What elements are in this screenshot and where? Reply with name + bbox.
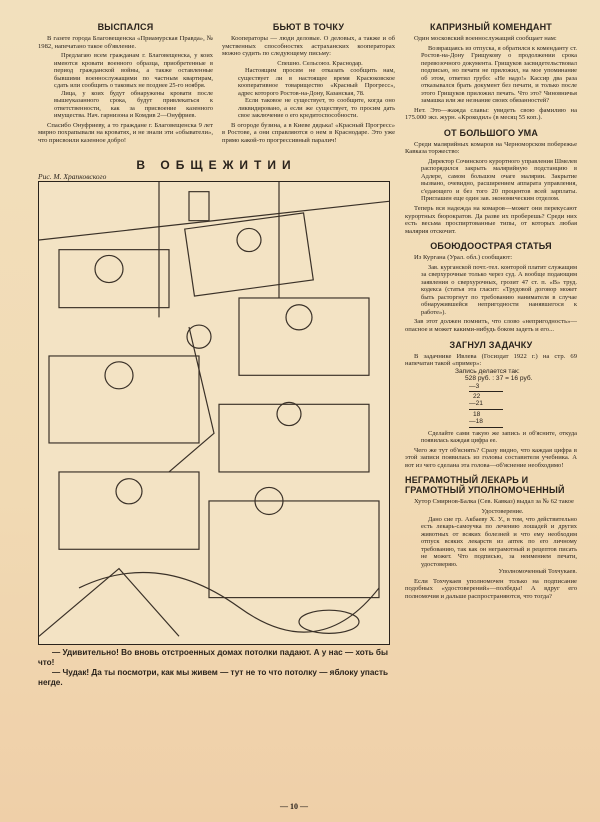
article-title: ОБОЮДООСТРАЯ СТАТЬЯ	[430, 241, 552, 252]
quoted-report	[421, 264, 577, 317]
article-intro: Кооператоры — люди деловые. О деловых, а также и об умственных способностях астраханских кооператорах можно судить по следующему письму:	[222, 35, 395, 58]
division-example	[455, 368, 577, 428]
quote-paragraph: Если таковое не существует, то сообщите, когда оно ликвидировано, а если же существует, то просим дать свое заключение о его кредитоспособности.	[238, 97, 395, 120]
math-heading: Запись делается так:	[455, 367, 520, 375]
article-intro: В газете города Благовещенска «Приамурская Правда», № 1982, напечатано такое об'явление.	[38, 35, 213, 50]
article-byut-v-tochku	[222, 22, 395, 145]
quote-paragraph: Настоящим просим не отказать сообщить нам, существует ли в настоящее время Красюковское кооперативное товарищество «Красный Прогресс», адрес которого Ростов-на-Дону, Казанская, 78.	[238, 67, 395, 97]
article-comment: Если Тохчукаев уполномочен только на подписание подобных «удостоверений»—полбеды! А вдруг его полномочия и дальше распространяются, что тогда?	[405, 577, 577, 600]
quote-signature: Уполномоченный Тохчукаев.	[498, 568, 577, 576]
article-intro: Хутор Смирнов-Балка (Сев. Кавказ) выдал за № 62 такое	[414, 498, 574, 506]
math-line: —18	[469, 418, 483, 426]
article-kapriznyi-komendant	[405, 22, 577, 122]
article-comment: В огороде бузина, а в Киеве дядька! «Красный Прогресс» в Ростове, а они справляются о нем в Краснодаре. Это уже прямо какой-то прогрессивный паралич!	[222, 121, 395, 144]
top-articles-row	[38, 22, 395, 145]
math-rule	[469, 427, 503, 428]
article-title: ВЫСПАЛСЯ	[97, 22, 154, 32]
article-ot-bolshogo-uma	[405, 128, 577, 236]
quoted-task	[421, 430, 577, 445]
math-line: —21	[469, 400, 483, 408]
quoted-notice	[54, 52, 213, 120]
article-comment: Спасибо Онуфриеву, а то граждане г. Благовещенска 9 лет мирно похрапывали на кроватях, и не знали эти «обыватели», что присвоили казенное добро!	[38, 121, 213, 144]
quote-paragraph: Сделайте сами такую же запись и об'ясните, откуда появилась каждая цифра ее.	[421, 429, 577, 445]
quote-heading: Удостоверение.	[481, 508, 524, 516]
quote-paragraph: Возвращаясь из отпуска, я обратился к коменданту ст. Ростов-на-Дону Грищукову о продолжении срока перевозочного документа. Грищуков засвидетельствовал подписью, но печати не приложил, на мое упоминание об этом, ответил грубо: «Не надо!» Кассир два раза отказывался брать документ без печати, и только после этого Грищуков приложил печать. Что это? Чиновничья замашка или же незнание своих обязанностей?	[421, 44, 577, 105]
article-title: НЕГРАМОТНЫЙ ЛЕКАРЬ И ГРАМОТНЫЙ УПОЛНОМОЧЕННЫЙ	[405, 475, 565, 496]
quote-paragraph: Лица, у коих будут обнаружены кровати после вышеуказанного срока, будут привлекаться к ответственности, как за присвоение казенного имущества. Нач. гарнизона и Комдив 2—Онуфриев.	[54, 89, 213, 120]
article-intro: Из Кургана (Урал. обл.) сообщают:	[414, 254, 513, 262]
math-rule	[469, 409, 503, 410]
article-intro: Среди малярийных комаров на Черноморском побережье Кавказа торжество:	[405, 140, 577, 156]
quote-paragraph: Зав. курганской почт.-тел. конторой платит служащим за сверхурочные только через суд. А вообще подающим заявления о сверхурочных, грозит 47 ст. п. «В» труд. кодекса (статья эта гласит: «Трудовой договор может быть расторгнут по требованию нанимателя в случае обнаружившейся непригодности нанявшегося к работе»).	[421, 263, 577, 316]
quote-paragraph: Директор Сочинского курортного управления Шмелев распорядился закрыть малярийную подстанцию в Адлере, самом большом очаге малярии. Закрытие вызвано, очевидно, расширением аппарата управления, с'едающего и без того 20 процентов всей зарплаты. Приглашен еще один зав. экономическим отделом.	[421, 157, 577, 203]
quoted-letter	[238, 60, 395, 120]
page-number: — 10 —	[280, 802, 308, 811]
caption-line: — Удивительно! Во вновь отстроенных домах потолки падают. А у нас — хоть бы что!	[38, 647, 388, 667]
math-line: 22	[473, 393, 481, 401]
cartoon-credit: Рис. М. Храпковского	[38, 171, 107, 181]
article-title: ЗАГНУЛ ЗАДАЧКУ	[449, 339, 533, 350]
quote-paragraph: Предлагаю всем гражданам г. Благовещенска, у коих имеются кровати военного образца, приобретенные в период гражданской войны, а также оставленные бывшими военнослужащими по частным квартирам, сдать или сообщить о таковых не позднее 25-го ноября.	[54, 52, 213, 90]
article-comment: Теперь вся надежда на комаров—может они перекусают курортных бюрократов. Да разве их проберешь? Среди них есть весьма проспиртованные типы, от которых любая малярия отскочит.	[405, 204, 577, 235]
dormitory-drawing	[39, 182, 389, 644]
article-title: БЬЮТ В ТОЧКУ	[272, 22, 345, 32]
article-title: КАПРИЗНЫЙ КОМЕНДАНТ	[430, 22, 552, 32]
cartoon-title: В ОБЩЕЖИТИИ	[136, 157, 297, 172]
math-line: 18	[473, 410, 481, 418]
article-vyspalsya	[38, 22, 213, 145]
article-comment: Зав этот должен помнить, что слово «непригодность»—опасное и может какими-нибудь боком задеть и его...	[405, 318, 577, 334]
article-oboyudoostraya-statya	[405, 241, 577, 333]
article-zagnul-zadachku	[405, 340, 577, 470]
cartoon-caption	[38, 648, 388, 688]
quoted-certificate	[421, 508, 577, 576]
article-intro: В задачнике Ивлева (Госиздат 1922 г.) на стр. 69 напечатан такой «пример»:	[405, 352, 577, 368]
quoted-order	[421, 158, 577, 203]
article-comment: Чего же тут об'яснять? Сразу видно, что каждая цифра в этой записи появилась из головы составителя учебника. А вот из чего сделана эта голова—об'яснение необходимо!	[405, 446, 577, 469]
article-comment: Нет. Это—жажда славы: увидеть свою фамилию на 175.000 экз. журн. «Крокодил» (в месяц 55 коп.).	[405, 106, 577, 122]
quote-paragraph: Дано сие гр. Акбаеву Х. У., в том, что действительно есть лекарь-самоучка по лечению лошадей и других животных от всяких болезней и что ему необходим отпуск всяких лекарств из аптек по его личному требованию, так как он неграмотный и рецептов писать не может. Что подписью, за неимением печати, удостоверяю.	[421, 515, 577, 568]
left-area	[38, 22, 395, 688]
quote-heading: Спешно. Сельсоюз. Краснодар.	[277, 59, 363, 67]
right-column	[405, 22, 577, 606]
article-title: ОТ БОЛЬШОГО УМА	[443, 127, 539, 138]
caption-line: — Чудак! Да ты посмотри, как мы живем — тут не то что потолку — яблоку упасть негде.	[38, 667, 388, 687]
article-negramotnyi-lekar	[405, 475, 577, 600]
math-line: 528 руб. : 37 = 16 руб.	[465, 375, 533, 383]
cartoon-illustration	[38, 181, 390, 645]
article-intro: Один московский военнослужащий сообщает нам:	[414, 35, 557, 42]
math-line: —3	[469, 382, 480, 390]
math-rule	[469, 391, 503, 392]
quoted-letter	[421, 45, 577, 105]
